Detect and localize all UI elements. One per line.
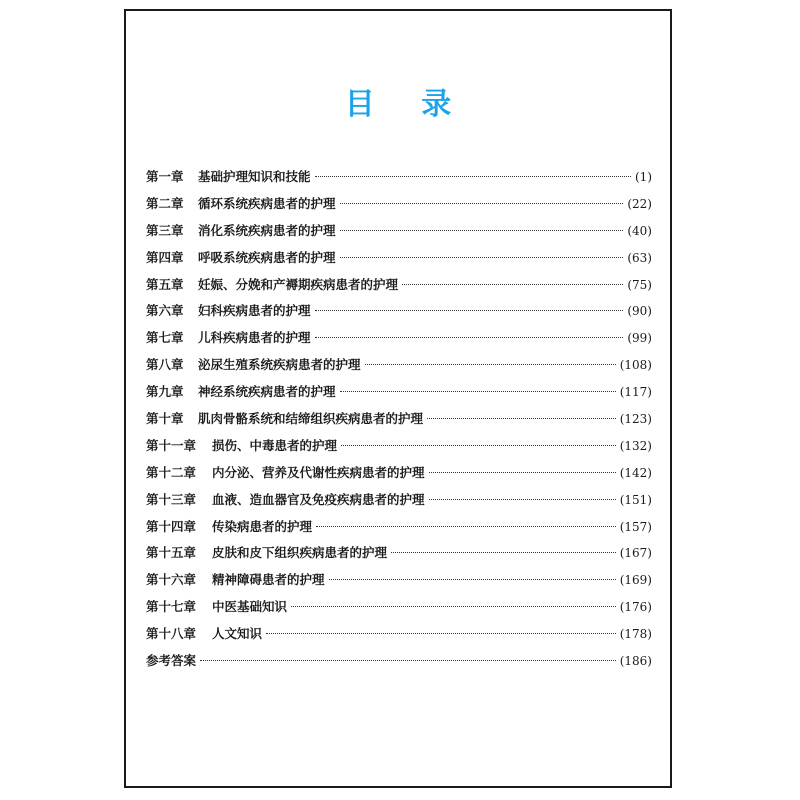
toc-entry[interactable] [146, 191, 652, 218]
toc-chapter: 第二章 [146, 195, 184, 211]
dot-leader [200, 660, 616, 661]
toc-title: 目 录 [344, 87, 470, 122]
toc-page-number: (132) [619, 438, 652, 453]
toc-page-number: (167) [619, 546, 652, 561]
toc-label: 儿科疾病患者的护理 [198, 330, 311, 346]
toc-page-number: (63) [627, 250, 652, 265]
dot-leader [429, 472, 616, 473]
toc-label: 精神障碍患者的护理 [212, 572, 325, 588]
toc-label: 泌尿生殖系统疾病患者的护理 [198, 357, 361, 373]
toc-entry[interactable] [146, 648, 652, 675]
toc-entry[interactable] [146, 567, 652, 594]
dot-leader [402, 284, 623, 285]
dot-leader [340, 391, 616, 392]
toc-page-number: (176) [619, 600, 652, 615]
dot-leader [340, 230, 624, 231]
toc-label: 基础护理知识和技能 [198, 169, 311, 184]
toc-entry[interactable] [146, 164, 652, 191]
toc-page-number: (151) [619, 492, 652, 507]
toc-entry[interactable] [146, 514, 652, 541]
toc-chapter: 第十五章 [146, 545, 197, 561]
toc-label: 中医基础知识 [212, 599, 288, 615]
toc-page-number: (22) [627, 196, 652, 211]
toc-page-number: (117) [619, 385, 652, 400]
toc-page-number: (40) [627, 223, 652, 238]
dot-leader [340, 257, 624, 258]
toc-label: 肌肉骨骼系统和结缔组织疾病患者的护理 [198, 411, 424, 427]
toc-chapter: 第十七章 [146, 599, 197, 615]
toc-page-number: (142) [619, 465, 652, 480]
toc-chapter: 第十四章 [146, 518, 197, 534]
toc-label: 妇科疾病患者的护理 [198, 303, 311, 319]
toc-page-number: (123) [619, 412, 652, 427]
toc-page-number: (178) [619, 627, 652, 642]
toc-chapter: 参考答案 [146, 653, 197, 669]
dot-leader [315, 176, 631, 177]
toc-label: 内分泌、营养及代谢性疾病患者的护理 [212, 464, 425, 480]
toc-page-number: (108) [619, 358, 652, 373]
toc-entry[interactable] [146, 433, 652, 460]
toc-entry[interactable] [146, 352, 652, 379]
toc-chapter: 第三章 [146, 222, 184, 238]
toc-chapter: 第七章 [146, 330, 184, 346]
toc-page-number: (1) [635, 170, 652, 184]
toc-entry[interactable] [146, 379, 652, 406]
toc-chapter: 第十八章 [146, 626, 197, 642]
toc-entry[interactable] [146, 540, 652, 567]
toc-entry[interactable] [146, 621, 652, 648]
toc-page-number: (186) [619, 654, 652, 669]
toc-label: 消化系统疾病患者的护理 [198, 222, 336, 238]
page-frame [124, 9, 672, 788]
toc-chapter: 第八章 [146, 357, 184, 373]
dot-leader [365, 364, 616, 365]
dot-leader [266, 633, 616, 634]
dot-leader [341, 445, 616, 446]
toc-label: 皮肤和皮下组织疾病患者的护理 [212, 545, 388, 561]
toc-chapter: 第六章 [146, 303, 184, 319]
toc-chapter: 第一章 [146, 169, 184, 184]
toc-label: 神经系统疾病患者的护理 [198, 384, 336, 400]
toc-entry[interactable] [146, 272, 652, 299]
dot-leader [291, 606, 616, 607]
toc-chapter: 第九章 [146, 384, 184, 400]
toc-page-number: (90) [627, 304, 652, 319]
toc-entry[interactable] [146, 487, 652, 514]
toc-entry[interactable] [146, 325, 652, 352]
toc-page-number: (99) [627, 331, 652, 346]
dot-leader [329, 579, 616, 580]
toc-page-number: (157) [619, 519, 652, 534]
dot-leader [391, 552, 616, 553]
toc-label: 呼吸系统疾病患者的护理 [198, 249, 336, 265]
toc-entry[interactable] [146, 594, 652, 621]
toc-page-number: (75) [627, 277, 652, 292]
dot-leader [316, 526, 616, 527]
toc-chapter: 第十章 [146, 411, 184, 427]
toc-chapter: 第四章 [146, 249, 184, 265]
toc-chapter: 第十六章 [146, 572, 197, 588]
dot-leader [315, 310, 624, 311]
toc-entry[interactable] [146, 460, 652, 487]
toc-label: 血液、造血器官及免疫疾病患者的护理 [212, 491, 425, 507]
toc-list [146, 164, 652, 675]
dot-leader [315, 337, 624, 338]
toc-label: 传染病患者的护理 [212, 518, 313, 534]
toc-chapter: 第十三章 [146, 491, 197, 507]
toc-entry[interactable] [146, 298, 652, 325]
toc-label: 循环系统疾病患者的护理 [198, 195, 336, 211]
toc-chapter: 第十一章 [146, 437, 197, 453]
toc-entry[interactable] [146, 218, 652, 245]
toc-label: 损伤、中毒患者的护理 [212, 437, 338, 453]
toc-entry[interactable] [146, 406, 652, 433]
toc-chapter: 第十二章 [146, 464, 197, 480]
toc-label: 人文知识 [212, 626, 263, 642]
toc-label: 妊娠、分娩和产褥期疾病患者的护理 [198, 276, 399, 292]
toc-entry[interactable] [146, 245, 652, 272]
dot-leader [340, 203, 624, 204]
dot-leader [429, 499, 616, 500]
toc-page-number: (169) [619, 573, 652, 588]
toc-chapter: 第五章 [146, 276, 184, 292]
dot-leader [427, 418, 616, 419]
